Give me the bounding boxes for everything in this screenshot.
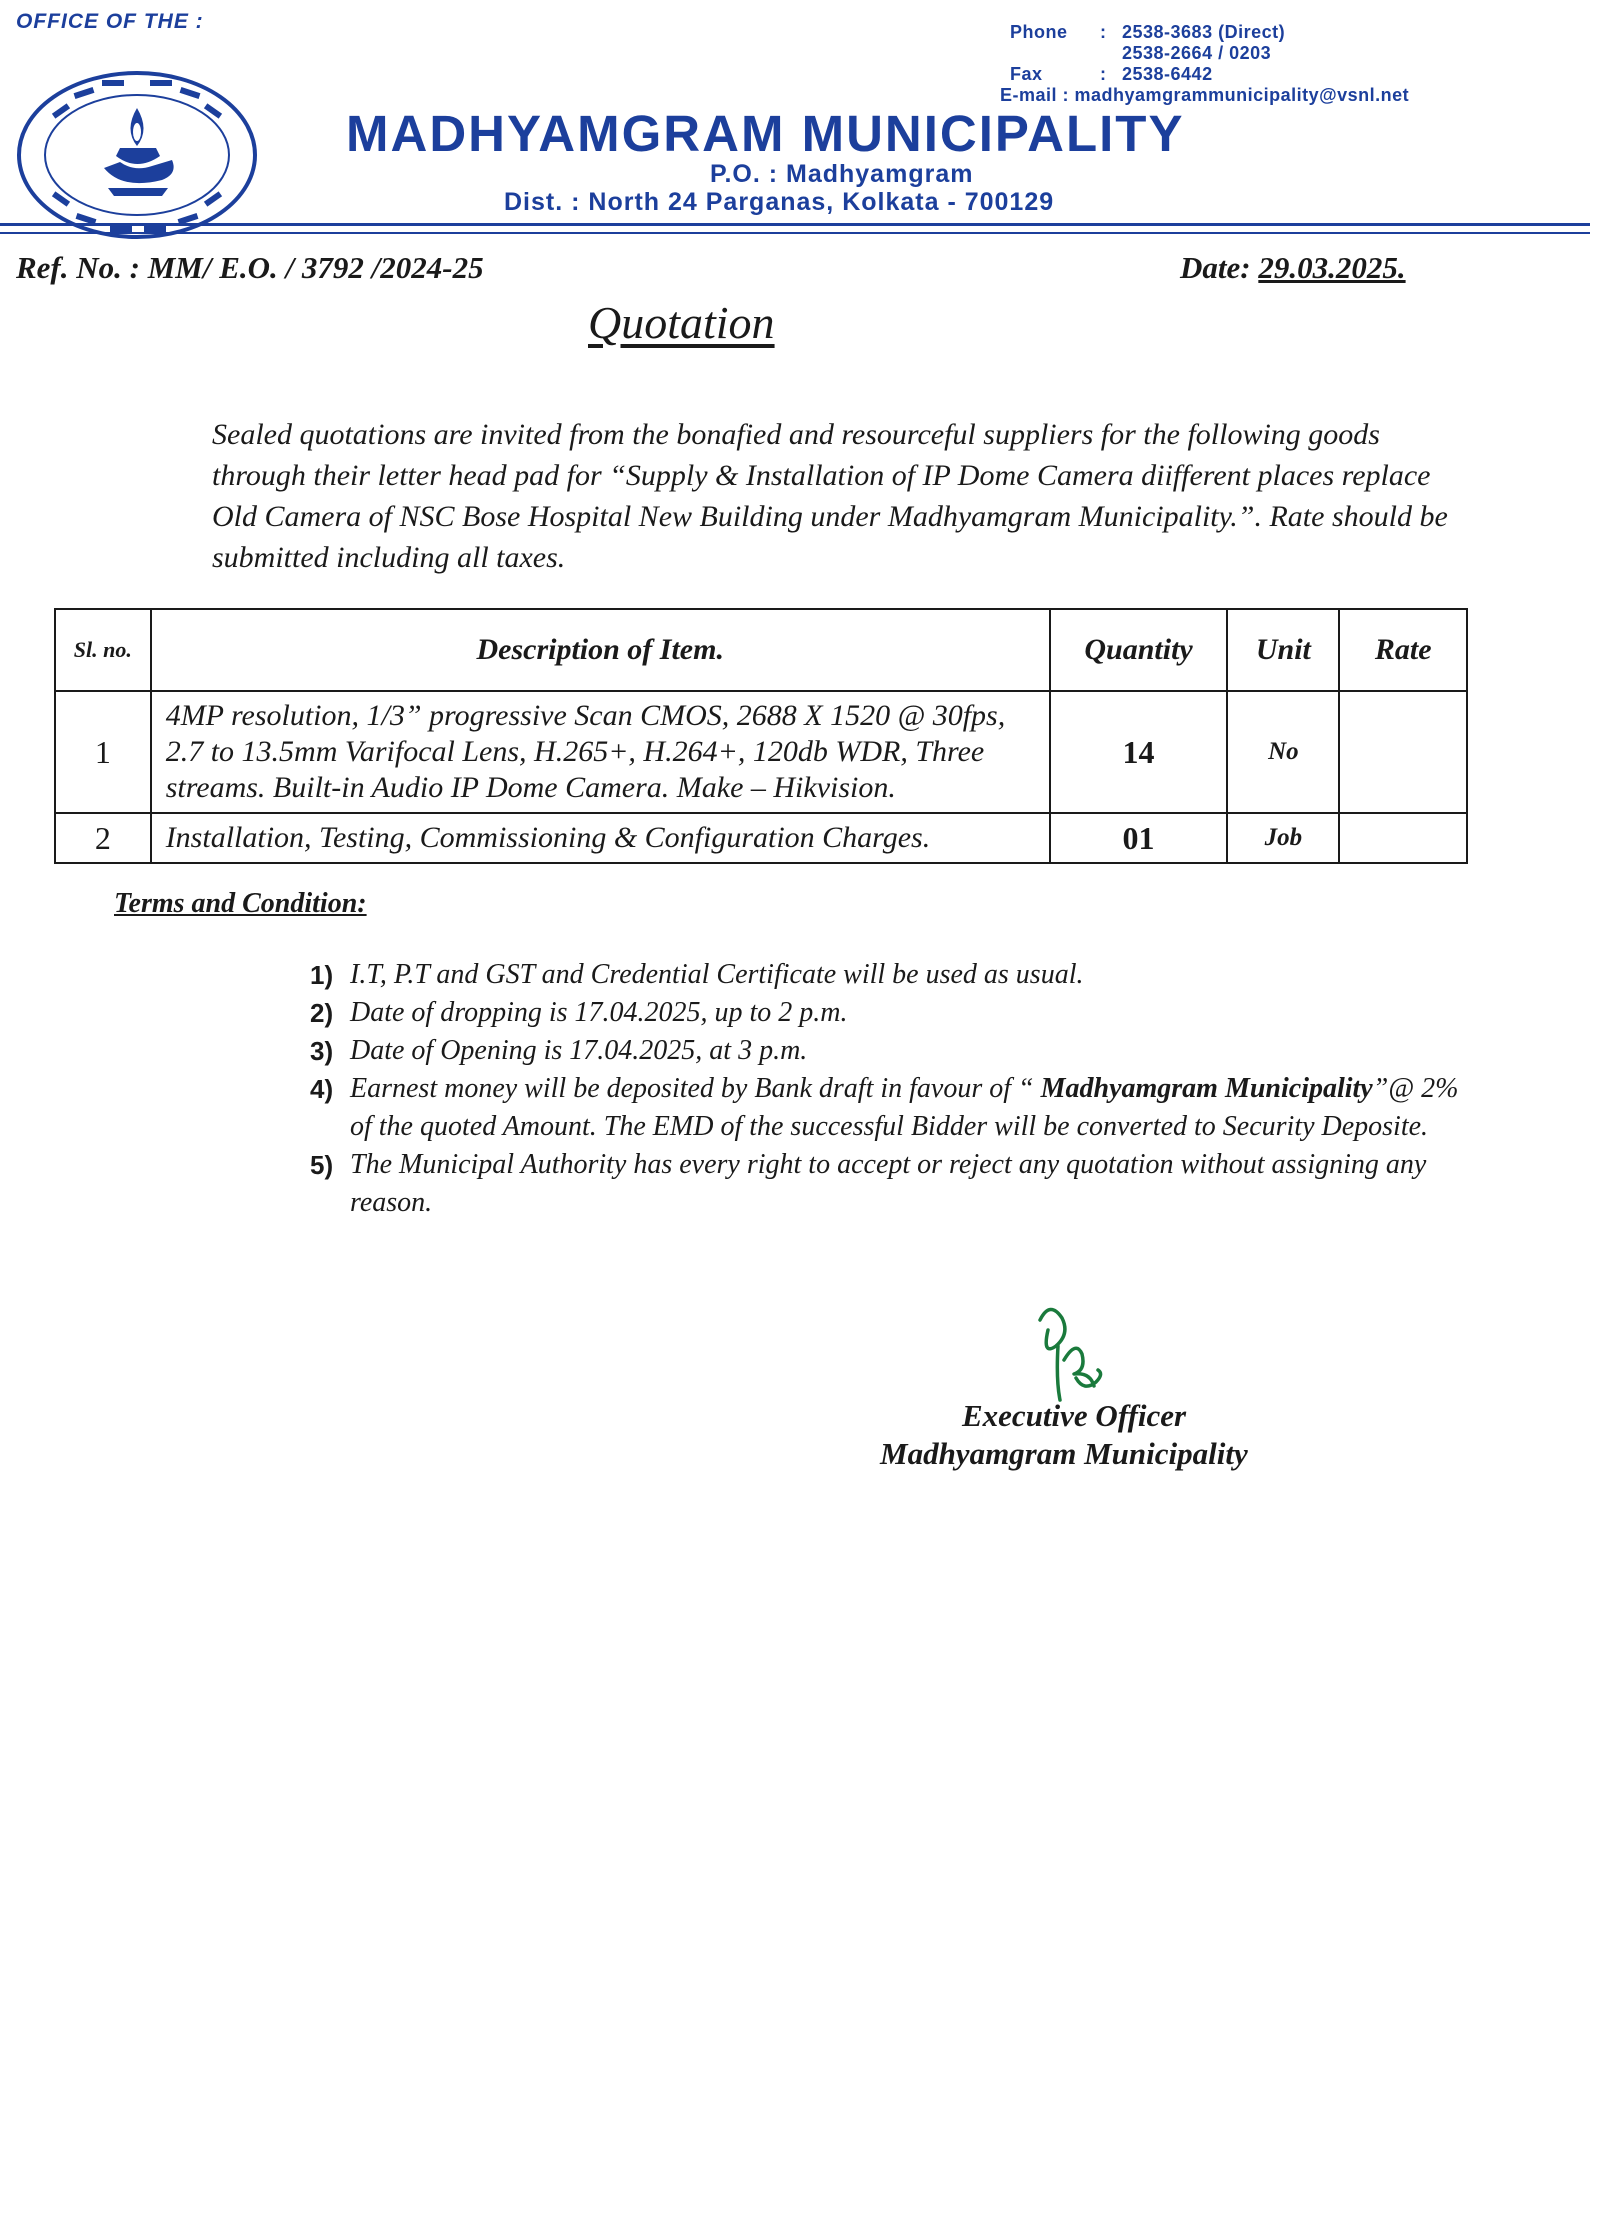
date-label: Date:	[1180, 250, 1251, 285]
col-header-sl-no: Sl. no.	[55, 609, 151, 691]
term-text: The Municipal Authority has every right to accept or reject any quotation without assigning any reason.	[350, 1149, 1427, 1218]
term-text: Date of Opening is 17.04.2025, at 3 p.m.	[350, 1035, 808, 1066]
cell-description: 4MP resolution, 1/3” progressive Scan CMOS, 2688 X 1520 @ 30fps, 2.7 to 13.5mm Varifocal Lens, H.265+, H.264+, 120db WDR, Three streams. Built-in Audio IP Dome Camera. Make – Hikvision.	[151, 691, 1050, 813]
letterhead-rule	[0, 223, 1590, 226]
email-row	[1000, 85, 1530, 106]
post-office: P.O. : Madhyamgram	[710, 160, 974, 188]
table-header-row	[55, 609, 1467, 691]
list-item	[310, 1146, 1470, 1222]
fax-label: Fax	[1010, 64, 1043, 84]
cell-sl-no: 1	[55, 691, 151, 813]
table-row	[55, 813, 1467, 863]
term-number: 2)	[310, 998, 334, 1028]
term-text: Date of dropping is 17.04.2025, up to 2 p.m.	[350, 997, 848, 1028]
cell-description: Installation, Testing, Commissioning & Configuration Charges.	[151, 813, 1050, 863]
date-value: 29.03.2025.	[1258, 250, 1406, 285]
cell-unit: Job	[1227, 813, 1339, 863]
signatory-title: Executive Officer	[962, 1398, 1187, 1433]
letterhead-rule-thin	[0, 232, 1590, 234]
phone-row: Phone : 2538-3683 (Direct)	[1010, 22, 1286, 42]
cell-rate	[1339, 813, 1467, 863]
list-item	[310, 1032, 1470, 1070]
fax-row: Fax : 2538-6442	[1010, 64, 1213, 84]
municipality-seal-logo	[12, 68, 262, 243]
term-text-part: ”@ 2% of the quoted Amount. The EMD of the successful Bidder will be converted to Security Deposite.	[350, 1073, 1459, 1142]
phone-label: Phone	[1010, 22, 1068, 42]
phone-number-1: 2538-3683 (Direct)	[1122, 22, 1286, 42]
terms-title: Terms and Condition:	[114, 888, 367, 919]
email-label: E-mail :	[1000, 85, 1070, 105]
cell-sl-no: 2	[55, 813, 151, 863]
signatory-organization: Madhyamgram Municipality	[880, 1436, 1248, 1471]
col-header-quantity: Quantity	[1050, 609, 1228, 691]
term-number: 1)	[310, 960, 334, 990]
handwritten-signature	[1020, 1300, 1140, 1410]
intro-paragraph: Sealed quotations are invited from the bonafied and resourceful suppliers for the following goods through their letter head pad for “Supply & Installation of IP Dome Camera diifferent places replace Old Camera of NSC Bose Hospital New Building under Madhyamgram Municipality.”. Rate should be submitted including all taxes.	[212, 418, 1448, 574]
cell-rate	[1339, 691, 1467, 813]
term-text-bold: Madhyamgram Municipality	[1040, 1073, 1373, 1104]
terms-list	[310, 956, 1470, 1222]
cell-quantity: 01	[1050, 813, 1228, 863]
term-number: 4)	[310, 1074, 334, 1104]
list-item	[310, 1070, 1470, 1146]
col-header-unit: Unit	[1227, 609, 1339, 691]
term-number: 5)	[310, 1150, 334, 1180]
col-header-description: Description of Item.	[151, 609, 1050, 691]
reference-number: Ref. No. : MM/ E.O. / 3792 /2024-25	[16, 250, 484, 285]
phone-row-2	[1010, 43, 1530, 64]
term-text-part: Earnest money will be deposited by Bank draft in favour of “	[350, 1073, 1041, 1104]
list-item	[310, 956, 1470, 994]
municipality-name: MADHYAMGRAM MUNICIPALITY	[346, 105, 1185, 162]
term-text	[350, 1070, 1470, 1146]
term-number: 3)	[310, 1036, 334, 1066]
document-date	[1180, 250, 1406, 286]
office-label: OFFICE OF THE :	[16, 10, 204, 33]
email-address: madhyamgrammunicipality@vsnl.net	[1074, 85, 1410, 105]
document-heading: Quotation	[588, 297, 775, 348]
cell-unit: No	[1227, 691, 1339, 813]
table-row	[55, 691, 1467, 813]
district-address: Dist. : North 24 Parganas, Kolkata - 700129	[504, 188, 1055, 216]
quotation-table	[54, 608, 1468, 864]
cell-quantity: 14	[1050, 691, 1228, 813]
phone-number-2: 2538-2664 / 0203	[1122, 43, 1272, 63]
contact-block	[1000, 22, 1530, 106]
list-item	[310, 994, 1470, 1032]
col-header-rate: Rate	[1339, 609, 1467, 691]
fax-number: 2538-6442	[1122, 64, 1213, 84]
term-text: I.T, P.T and GST and Credential Certificate will be used as usual.	[350, 959, 1084, 990]
